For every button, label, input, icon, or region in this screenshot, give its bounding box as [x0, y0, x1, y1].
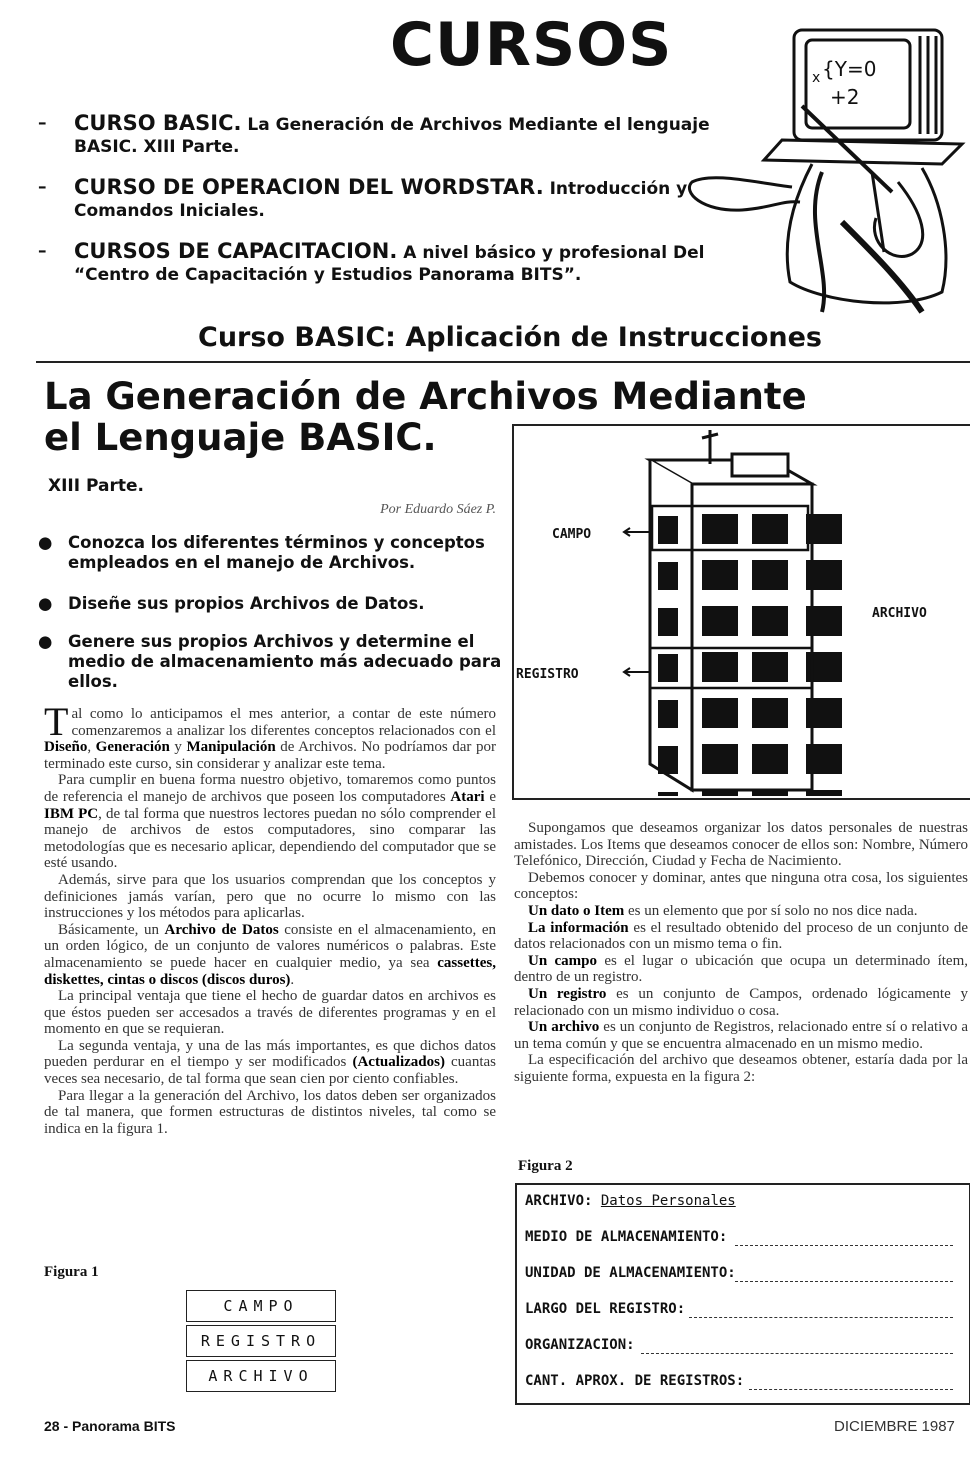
building-window — [752, 790, 788, 796]
course-item-basic: – CURSO BASIC. La Generación de Archivos Mediante el lenguaje BASIC. XIII Parte. — [38, 111, 710, 157]
building-window — [658, 792, 678, 796]
building-window — [702, 560, 738, 590]
course-item-desc: Introducción y Comandos Iniciales. — [74, 179, 688, 221]
building-window — [806, 790, 842, 796]
building-window — [752, 698, 788, 728]
course-item-title: CURSO DE OPERACION DEL WORDSTAR. — [74, 175, 544, 199]
list-item: ● Diseñe sus propios Archivos de Datos. — [38, 594, 425, 613]
fig2-archivo-row: ARCHIVO: Datos Personales — [525, 1193, 736, 1209]
building-window — [752, 560, 788, 590]
screen-text: x — [812, 70, 821, 86]
building-window — [658, 746, 678, 774]
article-title: La Generación de Archivos Mediante el Lenguaje BASIC. — [44, 375, 807, 459]
figure-1-label: Figura 1 — [44, 1264, 99, 1280]
fig2-row: UNIDAD DE ALMACENAMIENTO: — [525, 1265, 736, 1281]
building-window — [752, 606, 788, 636]
building-window — [752, 652, 788, 682]
fig2-row: ORGANIZACION: — [525, 1337, 635, 1353]
figure-1 — [186, 1290, 336, 1395]
label-registro: REGISTRO — [516, 667, 579, 682]
figure-1-box-campo: CAMPO — [186, 1290, 336, 1322]
label-campo: CAMPO — [552, 527, 592, 542]
label-archivo: ARCHIVO — [872, 606, 927, 621]
article-author: Por Eduardo Sáez P. — [380, 502, 496, 517]
figure-1-box-archivo: ARCHIVO — [186, 1360, 336, 1392]
fig2-row: LARGO DEL REGISTRO: — [525, 1301, 686, 1317]
right-column-body: Supongamos que deseamos organizar los datos personales de nuestras amistades. Los Items que deseamos conocer de ellos son: Nombre, Número Telefónico, Dirección, Ciudad y Fecha de Nacimiento. Debemos conocer y dominar, antes que ninguna otra cosa, los siguientes conceptos: Un dato o Item es un elemento que por sí solo no nos dice nada. La información es el resultado obtenido del proceso de un conjunto de datos relacionados con un mismo tema o fin. Un campo es el lugar o ubicación que ocupa un determinado ítem, dentro de un registro. Un registro es un conjunto de Campos, ordenado lógicamente y relacionado con un mismo individuo o cosa. Un archivo es un conjunto de Registros, relacionado entre sí o relativo a un tema común y que se encuentra almacenado en un mismo medio. La especificación del archivo que deseamos obtener, estaría dada por la siguiente forma, expuesta en la figura 2: — [514, 820, 969, 1085]
screen-text: {Y=0 — [822, 57, 877, 81]
page-footer-left: 28 - Panorama BITS — [44, 1418, 176, 1434]
screen-text: +2 — [830, 85, 860, 109]
list-item: ● Conozca los diferentes términos y conceptos empleados en el manejo de Archivos. — [38, 533, 485, 572]
course-item-title: CURSOS DE CAPACITACION. — [74, 239, 398, 263]
building-window — [752, 744, 788, 774]
course-item-wordstar: – CURSO DE OPERACION DEL WORDSTAR. Introducción y Comandos Iniciales. — [38, 175, 688, 221]
article-part: XIII Parte. — [48, 476, 144, 496]
building-window — [752, 514, 788, 544]
building-window — [658, 654, 678, 682]
figure-2 — [515, 1183, 970, 1405]
building-window — [658, 516, 678, 544]
page-footer-right: DICIEMBRE 1987 — [834, 1418, 955, 1435]
building-window — [806, 744, 842, 774]
course-item-title: CURSO BASIC. — [74, 111, 242, 135]
figure-1-box-registro: REGISTRO — [186, 1325, 336, 1357]
section-divider — [36, 361, 970, 363]
building-window — [806, 560, 842, 590]
computer-presenter-illustration — [672, 22, 970, 322]
building-window — [702, 514, 738, 544]
page-title: CURSOS — [390, 10, 673, 80]
figure-2-label: Figura 2 — [518, 1158, 573, 1174]
building-window — [658, 700, 678, 728]
fig2-row: CANT. APROX. DE REGISTROS: — [525, 1373, 745, 1389]
course-item-desc: La Generación de Archivos Mediante el lenguaje BASIC. XIII Parte. — [74, 115, 710, 157]
drop-cap: T — [44, 699, 69, 744]
building-window — [658, 562, 678, 590]
building-window — [702, 744, 738, 774]
course-item-desc: A nivel básico y profesional Del “Centro de Capacitación y Estudios Panorama BITS”. — [74, 243, 705, 285]
list-item: ● Genere sus propios Archivos y determine el medio de almacenamiento más adecuado para ellos. — [38, 632, 502, 691]
fig2-row: MEDIO DE ALMACENAMIENTO: — [525, 1229, 728, 1245]
section-heading: Curso BASIC: Aplicación de Instrucciones — [198, 322, 822, 353]
building-window — [806, 606, 842, 636]
building-window — [702, 606, 738, 636]
building-window — [806, 514, 842, 544]
course-item-capacitacion: – CURSOS DE CAPACITACION. A nivel básico y profesional Del “Centro de Capacitación y Estudios Panorama BITS”. — [38, 239, 705, 285]
building-window — [806, 698, 842, 728]
left-column-body: Tal como lo anticipamos el mes anterior, a contar de este número comenzaremos a analizar los diferentes conceptos relacionados con el Diseño, Generación y Manipulación de Archivos. No podríamos dar por terminado este curso, sin considerar y analizar este tema. Para cumplir en buena forma nuestro objetivo, tomaremos como puntos de referencia el manejo de archivos que poseen los computadores Atari e IBM PC, de tal forma que nuestros lectores puedan no sólo comprender el manejo de archivos de estos computadores, sino comparar las metodologías que es necesario aplicar, dependiendo del computador que se esté usando. Además, sirve para que los usuarios comprendan que los conceptos y definiciones jamás varían, pero que no ocurre lo mismo con las instrucciones y los métodos para aplicarlas. Básicamente, un Archivo de Datos consiste en el almacenamiento, en un orden lógico, de un conjunto de valores numéricos o palabras. Este almacenamiento se puede hacer en cualquier medio, ya sea cassettes, diskettes, cintas o discos (discos duros). La principal ventaja que tiene el hecho de guardar datos en archivos es que éstos pueden ser accesados a través de diferentes programas y en el momento en que se requieran. La segunda ventaja, y una de las más importantes, es que dichos datos pueden perdurar en el tiempo y ser modificados (Actualizados) cuantas veces sea necesario, de tal forma que sean cien por ciento confiables. Para llegar a la generación del Archivo, los datos deben ser organizados de tal manera, que formen estructuras de distintos niveles, tal como se indica en la figura 1. — [44, 699, 497, 1137]
building-window — [702, 698, 738, 728]
building-illustration — [512, 424, 970, 796]
fig2-archivo-value: Datos Personales — [600, 1193, 736, 1209]
building-window — [702, 790, 738, 796]
building-window — [702, 652, 738, 682]
building-window — [658, 608, 678, 636]
